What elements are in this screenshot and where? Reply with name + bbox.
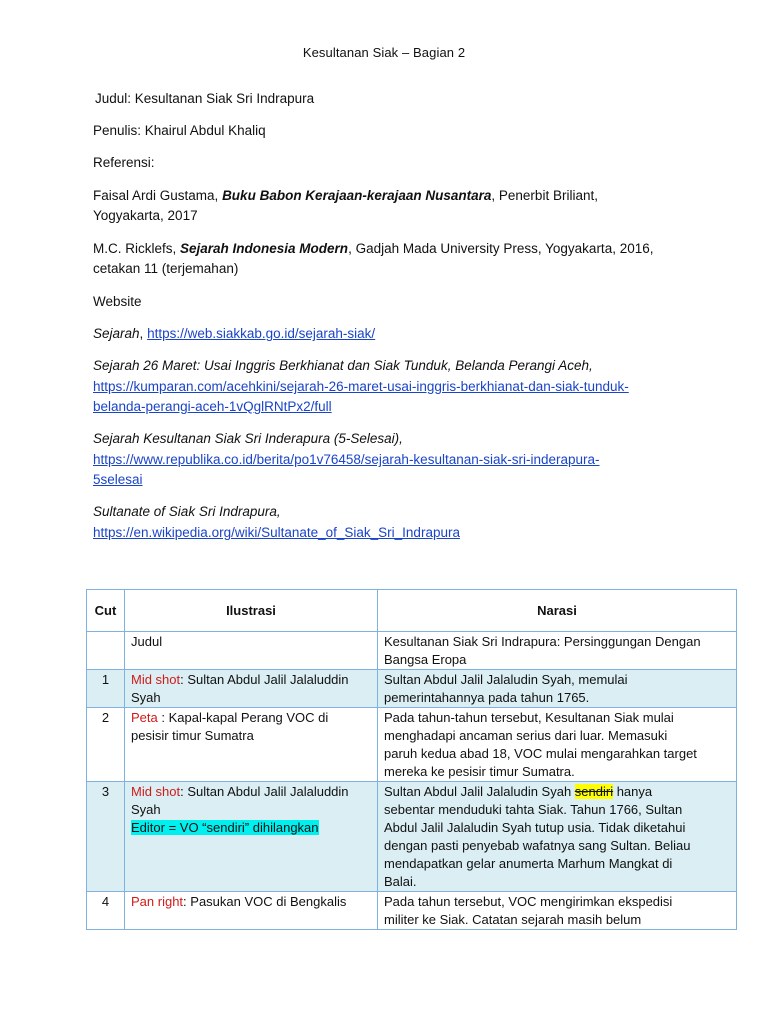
narasi-line: Kesultanan Siak Sri Indrapura: Persinggungan Dengan xyxy=(384,634,701,649)
ilustrasi-cell xyxy=(125,782,378,892)
header-cut: Cut xyxy=(87,590,125,632)
website-title: Sejarah Kesultanan Siak Sri Inderapura (5-Selesai), xyxy=(93,431,403,446)
narasi-line: Bangsa Eropa xyxy=(384,652,467,667)
website-1 xyxy=(93,325,375,343)
website-2-title xyxy=(93,357,593,375)
narasi-line: Sultan Abdul Jalil Jalaludin Syah, memulai xyxy=(384,672,628,687)
ilustrasi-text: Judul xyxy=(131,634,163,649)
shot-type-label: Mid shot xyxy=(131,672,181,687)
narasi-line: Balai. xyxy=(384,874,417,889)
narasi-line xyxy=(384,783,730,801)
website-3-title xyxy=(93,430,403,448)
ilustrasi-text: pesisir timur Sumatra xyxy=(131,728,254,743)
table-row xyxy=(87,632,737,670)
narasi-text: Sultan Abdul Jalil Jalaludin Syah xyxy=(384,784,575,799)
website-link[interactable]: 5selesai xyxy=(93,472,143,487)
reference-author: M.C. Ricklefs, xyxy=(93,241,181,256)
narasi-line: mereka ke pesisir timur Sumatra. xyxy=(384,764,575,779)
website-title: Sejarah xyxy=(93,326,140,341)
narasi-cell xyxy=(378,892,737,930)
shot-type-label: Peta xyxy=(131,710,158,725)
table-row xyxy=(87,708,737,782)
narasi-line: Pada tahun tersebut, VOC mengirimkan ekspedisi xyxy=(384,894,673,909)
narasi-text: hanya xyxy=(613,784,653,799)
reference-title: Buku Babon Kerajaan-kerajaan Nusantara xyxy=(222,188,492,203)
website-3-url-line-1[interactable] xyxy=(93,451,600,469)
website-title: Sejarah 26 Maret: Usai Inggris Berkhianat dan Siak Tunduk, Belanda Perangi Aceh, xyxy=(93,358,593,373)
table-row xyxy=(87,782,737,892)
script-table xyxy=(86,589,737,930)
ilustrasi-cell xyxy=(125,708,378,782)
ilustrasi-cell xyxy=(125,892,378,930)
document-title: Kesultanan Siak – Bagian 2 xyxy=(302,45,466,60)
shot-type-label: Pan right xyxy=(131,894,184,909)
website-separator: , xyxy=(139,326,148,341)
narasi-line: Abdul Jalil Jalaludin Syah tutup usia. Tidak diketahui xyxy=(384,820,686,835)
website-link[interactable]: https://en.wikipedia.org/wiki/Sultanate_of_Siak_Sri_Indrapura xyxy=(93,525,460,540)
narasi-cell xyxy=(378,708,737,782)
header-narasi: Narasi xyxy=(378,590,737,632)
website-2-url-line-2[interactable] xyxy=(93,398,332,416)
website-title: Sultanate of Siak Sri Indrapura, xyxy=(93,504,281,519)
table-row xyxy=(87,670,737,708)
reference-2-line-2: cetakan 11 (terjemahan) xyxy=(93,261,239,276)
shot-type-label: Mid shot xyxy=(131,784,181,799)
referensi-heading: Referensi: xyxy=(93,155,155,170)
narasi-line: paruh kedua abad 18, VOC mulai mengarahkan target xyxy=(384,746,697,761)
narasi-line: dengan pasti penyebab wafatnya sang Sultan. Beliau xyxy=(384,838,691,853)
narasi-line: Pada tahun-tahun tersebut, Kesultanan Siak mulai xyxy=(384,710,674,725)
narasi-cell xyxy=(378,670,737,708)
website-link[interactable]: https://kumparan.com/acehkini/sejarah-26-maret-usai-inggris-berkhianat-dan-siak-tunduk- xyxy=(93,379,629,394)
narasi-cell xyxy=(378,632,737,670)
ilustrasi-text: Syah xyxy=(131,690,161,705)
ilustrasi-text: Syah xyxy=(131,802,161,817)
editor-note: Editor = VO “sendiri” dihilangkan xyxy=(131,820,319,835)
cut-cell: 2 xyxy=(87,708,125,782)
header-ilustrasi: Ilustrasi xyxy=(125,590,378,632)
cut-cell: 4 xyxy=(87,892,125,930)
ilustrasi-text: : Sultan Abdul Jalil Jalaluddin xyxy=(180,784,349,799)
ilustrasi-text: : Sultan Abdul Jalil Jalaluddin xyxy=(180,672,349,687)
reference-1-line-2: Yogyakarta, 2017 xyxy=(93,208,198,223)
website-4-url-line-1[interactable] xyxy=(93,524,460,542)
reference-publisher: , Penerbit Briliant, xyxy=(491,188,598,203)
narasi-line: mendapatkan gelar anumerta Marhum Mangkat di xyxy=(384,856,673,871)
reference-publisher: , Gadjah Mada University Press, Yogyakarta, 2016, xyxy=(348,241,654,256)
ilustrasi-cell xyxy=(125,632,378,670)
reference-1-line-1 xyxy=(93,187,598,205)
website-4-title xyxy=(93,503,281,521)
judul-line: Judul: Kesultanan Siak Sri Indrapura xyxy=(95,91,315,106)
website-link[interactable]: https://www.republika.co.id/berita/po1v76458/sejarah-kesultanan-siak-sri-inderapura- xyxy=(93,452,600,467)
cut-cell: 1 xyxy=(87,670,125,708)
reference-author: Faisal Ardi Gustama, xyxy=(93,188,223,203)
reference-2-line-1 xyxy=(93,240,653,258)
table-header-row xyxy=(87,590,737,632)
narasi-cell xyxy=(378,782,737,892)
reference-title: Sejarah Indonesia Modern xyxy=(180,241,349,256)
narasi-line: pemerintahannya pada tahun 1765. xyxy=(384,690,590,705)
ilustrasi-cell xyxy=(125,670,378,708)
narasi-line: menghadapi ancaman serius dari luar. Memasuki xyxy=(384,728,668,743)
struck-word: sendiri xyxy=(574,784,614,799)
penulis-line: Penulis: Khairul Abdul Khaliq xyxy=(93,123,266,138)
website-link[interactable]: belanda-perangi-aceh-1vQglRNtPx2/full xyxy=(93,399,332,414)
table-row xyxy=(87,892,737,930)
website-2-url-line-1[interactable] xyxy=(93,378,629,396)
narasi-line: militer ke Siak. Catatan sejarah masih belum xyxy=(384,912,642,927)
website-3-url-line-2[interactable] xyxy=(93,471,143,489)
narasi-line: sebentar menduduki tahta Siak. Tahun 1766, Sultan xyxy=(384,802,683,817)
website-link[interactable]: https://web.siakkab.go.id/sejarah-siak/ xyxy=(147,326,376,341)
ilustrasi-text: : Kapal-kapal Perang VOC di xyxy=(157,710,329,725)
website-heading: Website xyxy=(93,294,142,309)
ilustrasi-text: : Pasukan VOC di Bengkalis xyxy=(183,894,347,909)
cut-cell xyxy=(87,632,125,670)
cut-cell: 3 xyxy=(87,782,125,892)
